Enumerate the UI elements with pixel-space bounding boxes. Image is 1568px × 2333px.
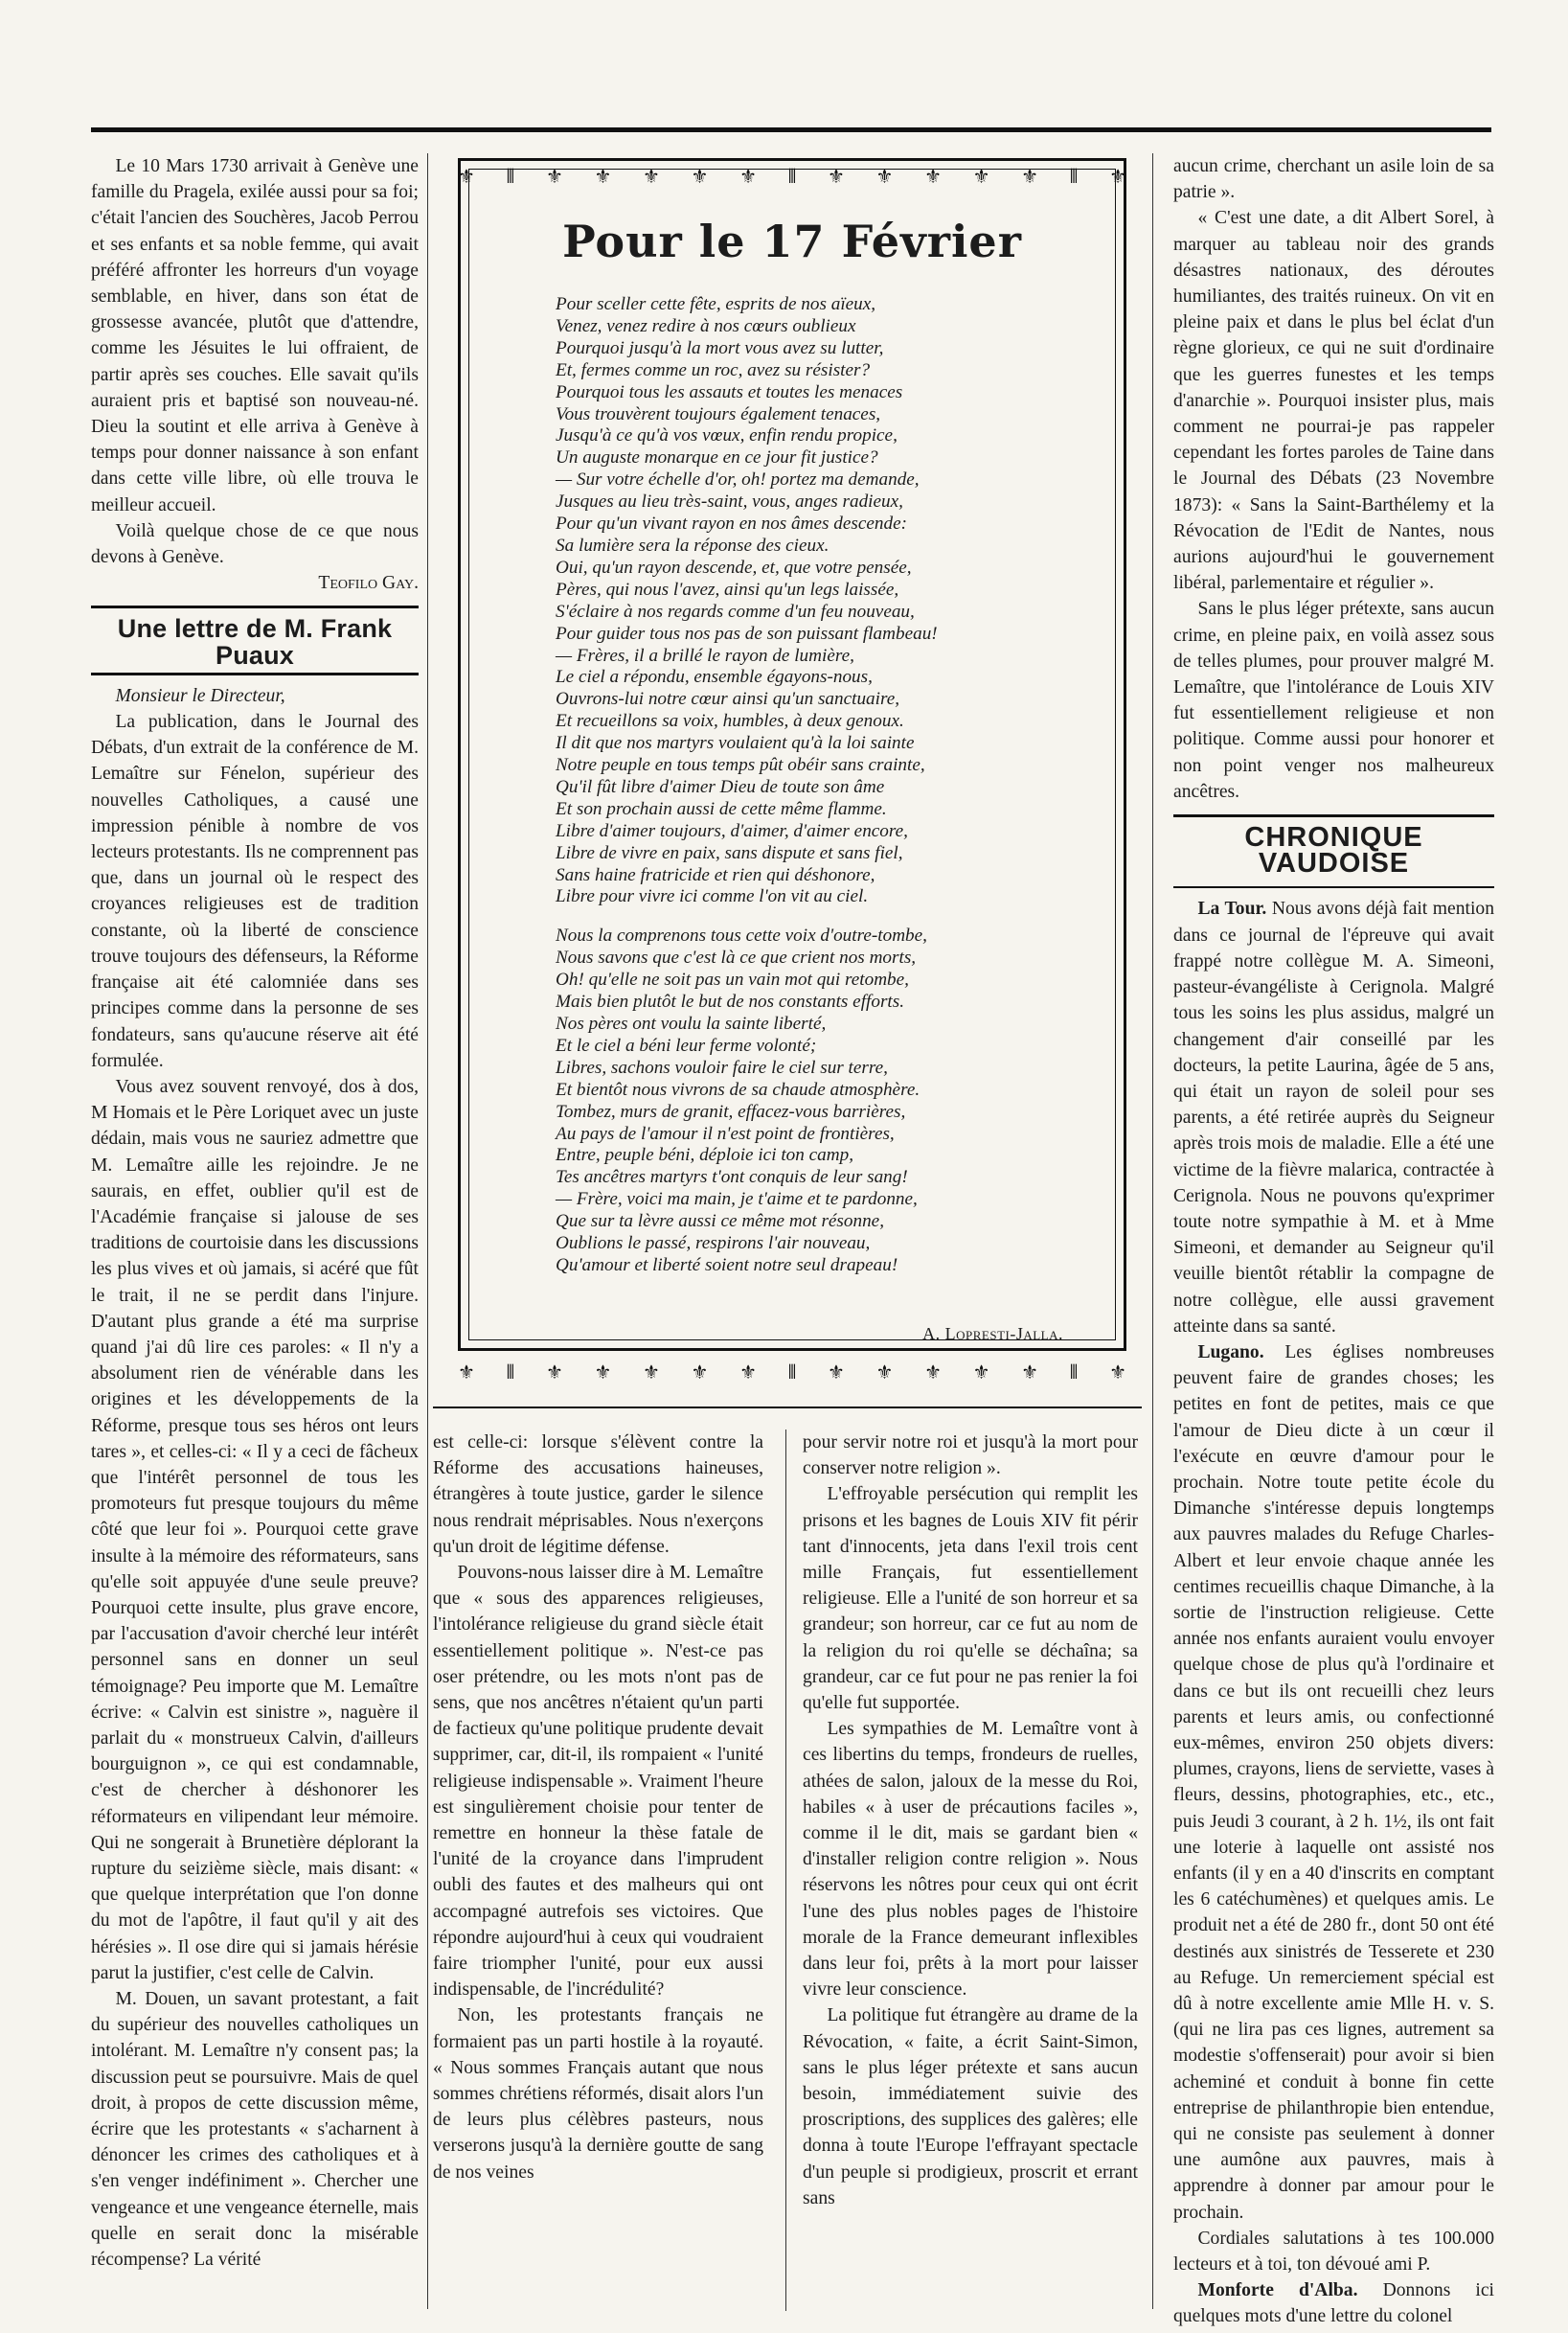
- ornament-icon: ⚜: [1021, 165, 1039, 188]
- place-name: Lugano.: [1197, 1341, 1264, 1362]
- column-3: [803, 1430, 1138, 2211]
- article-paragraph: La politique fut étrangère au drame de la Révocation, « faite, a écrit Saint-Simon, sans le plus léger prétexte et sans aucun besoin, immédiatement suivie des proscriptions, des supplices des galères; elle donna à toute l'Europe l'effrayant spectacle d'un peuple si prodigieux, proscrit et errant sans: [803, 2005, 1138, 2208]
- poem-line: Pour sceller cette fête, esprits de nos aïeux,: [556, 294, 876, 314]
- signature-row: [91, 570, 419, 596]
- ornament-icon: ⚜: [1021, 1361, 1039, 1384]
- article-paragraph: Sans le plus léger prétexte, sans aucun crime, en pleine paix, en voilà assez sous de telles plumes, pour prouver malgré M. Lemaître, que l'intolérance de Louis XIV fut essentiellement religieuse et non politique. Comme aussi pour honorer et non point venger nos malheureux ancêtres.: [1173, 599, 1494, 802]
- poem-line: Jusqu'à ce qu'à vos vœux, enfin rendu propice,: [556, 425, 898, 446]
- ornament-icon: ⚜: [545, 165, 563, 188]
- poem-line: Et le ciel a béni leur ferme volonté;: [556, 1035, 817, 1056]
- ornament-row-bottom: [458, 1361, 1126, 1384]
- poem-line: Le ciel a répondu, ensemble égayons-nous,: [556, 667, 873, 688]
- chronicle-entry-la-tour: [1173, 896, 1494, 1338]
- poem-line: Sans haine fratricide et rien qui déshonore,: [556, 864, 875, 885]
- ornament-icon: ⚜: [1109, 165, 1126, 188]
- ornament-icon: ⚜: [691, 1361, 709, 1384]
- poem-author: A. Lopresti-Jalla.: [922, 1324, 1063, 1343]
- entry-text: Nous avons déjà fait mention dans ce journal de l'épreuve qui avait frappé notre collègue M. A. Simeoni, pasteur-évangéliste à Cerignola. Malgré tous les soins les plus assidus, malgré un changement d'air conseillé par les docteurs, la petite Laurina, âgée de 5 ans, qui était un rayon de soleil pour ses parents, a été retirée auprès du Seigneur après trois mois de maladie. Elle a été une victime de la fièvre malarica, contractée à Cerignola. Nous ne pouvons qu'exprimer toute notre sympathie à M. et à Mme Simeoni, et demander au Seigneur qu'il veuille bientôt rétablir la compagne de notre collègue, elle aussi gravement atteinte dans sa santé.: [1173, 899, 1495, 1337]
- poem-line: Que sur ta lèvre aussi ce même mot résonne,: [556, 1211, 884, 1232]
- poem-line: Pourquoi jusqu'à la mort vous avez su lutter,: [556, 337, 884, 358]
- section-rule: [1173, 814, 1494, 817]
- poem-line: Qu'amour et liberté soient notre seul drapeau!: [556, 1254, 898, 1275]
- poem-line: Mais bien plutôt le but de nos constants efforts.: [556, 992, 905, 1013]
- ornament-icon: ⚜: [1109, 1361, 1126, 1384]
- poem-line: Et bientôt nous vivrons de sa chaude atmosphère.: [556, 1079, 920, 1100]
- column-separator: [785, 1430, 786, 2311]
- ornament-icon: ⚜: [594, 165, 612, 188]
- closing-text: Voilà quelque chose de ce que nous devons à Genève.: [91, 520, 419, 568]
- poem-line: Et, fermes comme un roc, avez su résister?: [556, 359, 871, 380]
- poem-line: Oui, qu'un rayon descende, et, que votre pensée,: [556, 557, 912, 578]
- section-rule: [1173, 886, 1494, 888]
- closing-salutation: Cordiales salutations à tes 100.000 lecteurs et à toi, ton dévoué ami P.: [1173, 2228, 1494, 2276]
- poem-line: Pour qu'un vivant rayon en nos âmes descende:: [556, 514, 907, 535]
- poem-line: Libres, sachons vouloir faire le ciel sur terre,: [556, 1057, 888, 1078]
- poem-line: Nos pères ont voulu la sainte liberté,: [556, 1014, 827, 1034]
- article-paragraph: « C'est une date, a dit Albert Sorel, à marquer au tableau noir des grands désastres nationaux, des déroutes humiliantes, des traités ruineux. On vit en pleine paix et dans le plus bel éclat d'un règne glorieux, ce qui ne suit d'ordinaire que les guerres funestes et les temps d'anarchie ». Pourquoi insister plus, mais comment ne pourrai-je pas rappeler cependant les fortes paroles de Taine dans le Journal des Débats (23 Novembre 1873): « Sans la Saint-Barthélemy et la Révocation de l'Edit de Nantes, nous aurions aujourd'hui le gouvernement libéral, parlementaire et régulier ».: [1173, 208, 1494, 594]
- poem-line: S'éclaire à nos regards comme d'un feu nouveau,: [556, 601, 915, 622]
- article-paragraph: M. Douen, un savant protestant, a fait du supérieur des nouvelles catholiques un intolérant. M. Lemaître n'y consent pas; la discussion peut se poursuivre. Mais de quel droit, à propos de cette discussion même, écrire que les protestants « s'acharnent à dénoncer les crimes des catholiques et à s'en venger indéfiniment ». Chercher une vengeance et une vengeance éternelle, mais quelle en serait donc la misérable récompense? La vérité: [91, 1989, 419, 2271]
- entry-text: Les églises nombreuses peuvent faire de grandes choses; les petites en font de petites, mais ce que l'amour de Dieu dicte à un cœur il l'exécute en œuvre d'amour pour le prochain. Notre toute petite école du Dimanche s'intéresse depuis longtemps aux pauvres malades du Refuge Charles-Albert et leur envoie chaque année les centimes recueillis chaque Dimanche, à la sortie de l'instruction religieuse. Cette année nos enfants auraient voulu envoyer quelque chose de plus qu'à l'ordinaire et dans ce but ils ont recueilli chez leurs parents et leurs amis, ou confectionné eux-mêmes, environ 250 objets divers: plumes, crayons, liens de serviette, vases à fleurs, dessins, photographies, etc., etc., puis Jeudi 3 courant, à 2 h. 1½, ils ont fait une loterie à laquelle ont assisté nos enfants (il y en a 40 d'inscrits en comptant les 6 catéchumènes) et quelques amis. Le produit net a été de 280 fr., dont 50 ont été destinés aux sinistrés de Tesserete et 230 au Refuge. Un remerciement spécial est dû à notre excellente amie Mlle H. v. S. (qui ne lira pas ces lignes, autrement sa modestie s'offenserait) pour avoir si bien acheminé et conduit à bonne fin cette entreprise de philanthropie bien entendue, qui ne consiste pas seulement à donner une aumône aux pauvres, mais à apprendre à donner par amour pour le prochain.: [1173, 1341, 1494, 2223]
- ornament-icon: ⚜: [691, 165, 709, 188]
- poem-line: Tombez, murs de granit, effacez-vous barrières,: [556, 1101, 906, 1122]
- article-paragraph: aucun crime, cherchant un asile loin de sa patrie ».: [1173, 156, 1494, 203]
- poem-line: Sa lumière sera la réponse des cieux.: [556, 535, 829, 556]
- poem-line: Notre peuple en tous temps pût obéir sans crainte,: [556, 755, 925, 776]
- column-1: [91, 153, 419, 2273]
- article-paragraph: Les sympathies de M. Lemaître vont à ces libertins du temps, frondeurs de ruelles, athées de salon, jaloux de la messe du Roi, habiles « à user de précautions faciles », comme il le dit, mais se gardant bien « d'installer religion contre religion ». Nous réservons les nôtres pour ceux qui ont écrit l'une des plus nobles pages de l'histoire morale de la France demeurant inflexibles dans leur foi, prêts à la mort pour laisser vivre leur conscience.: [803, 1719, 1138, 2001]
- poem-bottom-rule: [433, 1407, 1142, 1408]
- column-4: [1173, 153, 1494, 2330]
- poem-line: Un auguste monarque en ce jour fit justice?: [556, 447, 878, 469]
- article-paragraph: La publication, dans le Journal des Débats, d'un extrait de la conférence de M. Lemaître sur Fénelon, supérieur des nouvelles Catholiques, a causé une impression pénible à nombre de vos lecteurs protestants. Ils ne comprennent pas que, dans un journal où le respect des croyances religieuses est de tradition constante, où la liberté de conscience trouve toujours des défenseurs, la Réforme française ait été calomniée dans ses principes comme dans la personne de ses fondateurs, sans qu'aucune réserve ait été formulée.: [91, 712, 419, 1071]
- ornament-icon: ⚜: [924, 1361, 942, 1384]
- ornament-icon: ⚜: [875, 1361, 894, 1384]
- article-paragraph: est celle-ci: lorsque s'élèvent contre la Réforme des accusations haineuses, étrangères à toute justice, garder le silence nous rendrait méprisables. Nous n'exerçons qu'un droit de légitime défense.: [433, 1432, 763, 1557]
- signature: Teofilo Gay.: [318, 573, 419, 594]
- column-separator: [427, 153, 428, 2309]
- ornament-icon: ⚜: [828, 165, 845, 188]
- poem-line: Nous la comprenons tous cette voix d'outre-tombe,: [556, 926, 927, 947]
- poem-line: Libre pour vivre ici comme l'on vit au ciel.: [556, 886, 869, 907]
- poem-line: — Sur votre échelle d'or, oh! portez ma demande,: [556, 469, 920, 491]
- chronicle-heading: CHRONIQUE VAUDOISE: [1244, 822, 1423, 880]
- poem-line: Venez, venez redire à nos cœurs oublieux: [556, 315, 856, 336]
- section-rule: [91, 606, 419, 608]
- poem-line: Pourquoi tous les assauts et toutes les menaces: [556, 381, 903, 402]
- poem-line: Oublions le passé, respirons l'air nouveau,: [556, 1233, 871, 1254]
- ornament-icon: ⦀: [787, 1361, 797, 1384]
- ornament-icon: ⦀: [506, 165, 515, 188]
- ornament-icon: ⚜: [594, 1361, 612, 1384]
- ornament-icon: ⦀: [506, 1361, 515, 1384]
- poem-line: — Frères, il a brillé le rayon de lumière,: [556, 645, 854, 666]
- article-paragraph: Pouvons-nous laisser dire à M. Lemaître que « sous des apparences religieuses, l'intolérance religieuse du grand siècle était essentiellement politique ». N'est-ce pas oser prétendre, ou les mots n'ont pas de sens, que nos ancêtres n'étaient qu'un parti de factieux qu'une politique prudente devait supprimer, car, dit-il, ils rompaient « l'unité religieuse indispensable ». Vraiment l'heure est singulièrement choisie pour tenter de remettre en honneur la thèse fatale de l'unité de la croyance dans l'imprudent oubli des fautes et des malheurs qui ont accompagné autrefois ses victoires. Que répondre aujourd'hui à ceux qui voudraient faire triompher l'unité, pour eux aussi indispensable, de l'incrédulité?: [433, 1563, 763, 2001]
- chronicle-entry-monforte: [1173, 2277, 1494, 2329]
- ornament-icon: ⚜: [739, 1361, 757, 1384]
- poem-line: — Frère, voici ma main, je t'aime et te pardonne,: [556, 1189, 918, 1210]
- section-rule: [91, 673, 419, 675]
- poem-line: Au pays de l'amour il n'est point de frontières,: [556, 1123, 895, 1144]
- intro-paragraph: Le 10 Mars 1730 arrivait à Genève une famille du Pragela, exilée aussi pour sa foi; c'était l'ancien des Souchères, Jacob Perrou et ses enfants et sa noble femme, qui avait préféré affronter les horreurs d'un voyage semblable, en hiver, dans son état de grossesse avancée, plutôt que d'attendre, comme les Jésuites le lui offraient, de partir après ses couches. Elle savait qu'ils auraient pris et baptisé son nouveau-né. Dieu la soutint et elle arriva à Genève à temps pour donner naissance à son enfant dans cette ville libre, où elle trouva le meilleur accueil.: [91, 156, 419, 515]
- poem-line: Ouvrons-lui notre cœur ainsi qu'un sanctuaire,: [556, 689, 900, 710]
- poem-line: Pères, qui nous l'avez, ainsi qu'un legs laissée,: [556, 579, 899, 600]
- ornament-icon: ⚜: [972, 1361, 990, 1384]
- entry-text: Donnons ici quelques mots d'une lettre du colonel: [1173, 2280, 1494, 2327]
- poem-line: Oh! qu'elle ne soit pas un vain mot qui retombe,: [556, 970, 909, 991]
- ornament-icon: ⚜: [643, 1361, 660, 1384]
- chronicle-entry-lugano: [1173, 1339, 1494, 2226]
- poem-line: Nous savons que c'est là ce que crient nos morts,: [556, 948, 917, 969]
- ornament-icon: ⚜: [458, 1361, 475, 1384]
- place-name: Monforte d'Alba.: [1197, 2280, 1358, 2301]
- poem-title: Pour le 17 Février: [562, 216, 1022, 267]
- poem-line: Jusques au lieu très-saint, vous, anges radieux,: [556, 492, 903, 513]
- salutation: Monsieur le Directeur,: [115, 685, 285, 706]
- article-paragraph: pour servir notre roi et jusqu'à la mort pour conserver notre religion ».: [803, 1432, 1138, 1479]
- poem-line: Et son prochain aussi de cette même flamme.: [556, 798, 887, 819]
- ornament-icon: ⚜: [739, 165, 757, 188]
- stanza-gap: [556, 908, 1092, 926]
- ornament-icon: ⦀: [787, 165, 797, 188]
- poem-line: Entre, peuple béni, déploie ici ton camp,: [556, 1145, 854, 1166]
- article-paragraph: Non, les protestants français ne formaient pas un parti hostile à la royauté. « Nous sommes Français autant que nous sommes chrétiens réformés, disait alors l'un de leurs plus célèbres pasteurs, nous verserons jusqu'à la dernière goutte de sang de nos veines: [433, 2005, 763, 2183]
- ornament-icon: ⚜: [875, 165, 894, 188]
- ornament-icon: ⦀: [1069, 1361, 1079, 1384]
- poem-line: Libre de vivre en paix, sans dispute et sans fiel,: [556, 842, 903, 863]
- poem-line: Et recueillons sa voix, humbles, à deux genoux.: [556, 711, 904, 732]
- closing-line: [91, 518, 419, 570]
- ornament-icon: ⚜: [458, 165, 475, 188]
- ornament-icon: ⚜: [924, 165, 942, 188]
- article-heading: Une lettre de M. Frank Puaux: [117, 614, 393, 670]
- column-2: [433, 1430, 763, 2185]
- poem-line: Qu'il fût libre d'aimer Dieu de toute son âme: [556, 776, 885, 797]
- poem-line: Il dit que nos martyrs voulaient qu'à la loi sainte: [556, 733, 915, 754]
- poem-line: Vous trouvèrent toujours également tenaces,: [556, 403, 881, 424]
- ornament-icon: ⚜: [972, 165, 990, 188]
- ornament-icon: ⚜: [545, 1361, 563, 1384]
- poem-line: Tes ancêtres martyrs t'ont conquis de leur sang!: [556, 1167, 908, 1188]
- place-name: La Tour.: [1197, 899, 1267, 920]
- top-rule: [91, 127, 1491, 132]
- poem-line: Libre d'aimer toujours, d'aimer, d'aimer encore,: [556, 820, 908, 841]
- ornament-icon: ⚜: [643, 165, 660, 188]
- column-separator: [1152, 153, 1153, 2309]
- article-paragraph: Vous avez souvent renvoyé, dos à dos, M Homais et le Père Loriquet avec un juste dédain, mais vous ne sauriez admettre que M. Lemaître aille les rejoindre. Je ne saurais, en effet, oublier qu'il est de l'Académie française si jalouse de ses traditions de courtoisie dans les discussions les plus vives et où jamais, si acéré que fût le trait, il ne se perdit dans l'injure. D'autant plus grande a été ma surprise quand j'ai dû lire ces paroles: « Il n'y a absolument rien de vénérable dans les origines et les développements de la Réforme, presque tous ses héros ont leurs tares », et celles-ci: « Il y a ceci de fâcheux que l'intérêt personnel de tous les promoteurs fut presque toujours du même côté que leur foi ». Pourquoi cette grave insulte à la mémoire des réformateurs, sans qu'elle soit appuyée d'une seule preuve? Pourquoi cette insulte, plus grave encore, par l'accusation d'avoir cherché leur intérêt personnel sans en donner un seul témoignage? Peu importe que M. Lemaître écrive: « Calvin est sinistre », naguère il parlait du « monstrueux Calvin, d'ailleurs bourguignon », ce qui est condamnable, c'est de chercher à déshonorer les réformateurs en vilipendant leur mémoire. Qui ne songerait à Brunetière déplorant la rupture du seizième siècle, mais disant: « que quelque interprétation que l'on donne du mot de l'apôtre, il faut qu'il y ait des hérésies ». Il ose dire qui si jamais hérésie parut la justifier, c'est celle de Calvin.: [91, 1076, 419, 1983]
- poem-body: [556, 294, 1092, 1277]
- poem-line: Pour guider tous nos pas de son puissant flambeau!: [556, 623, 938, 644]
- article-paragraph: L'effroyable persécution qui remplit les prisons et les bagnes de Louis XIV fit périr tant d'innocents, jeta dans l'exil trois cent mille Français, fut essentiellement religieuse. Elle a l'unité de son horreur et sa grandeur; son horreur, car ce fut au nom de la religion du roi qu'elle se déchaîna; sa grandeur, car ce fut pour ne pas renier la foi qu'elle fut supportée.: [803, 1484, 1138, 1714]
- ornament-icon: ⚜: [828, 1361, 845, 1384]
- ornament-icon: ⦀: [1069, 165, 1079, 188]
